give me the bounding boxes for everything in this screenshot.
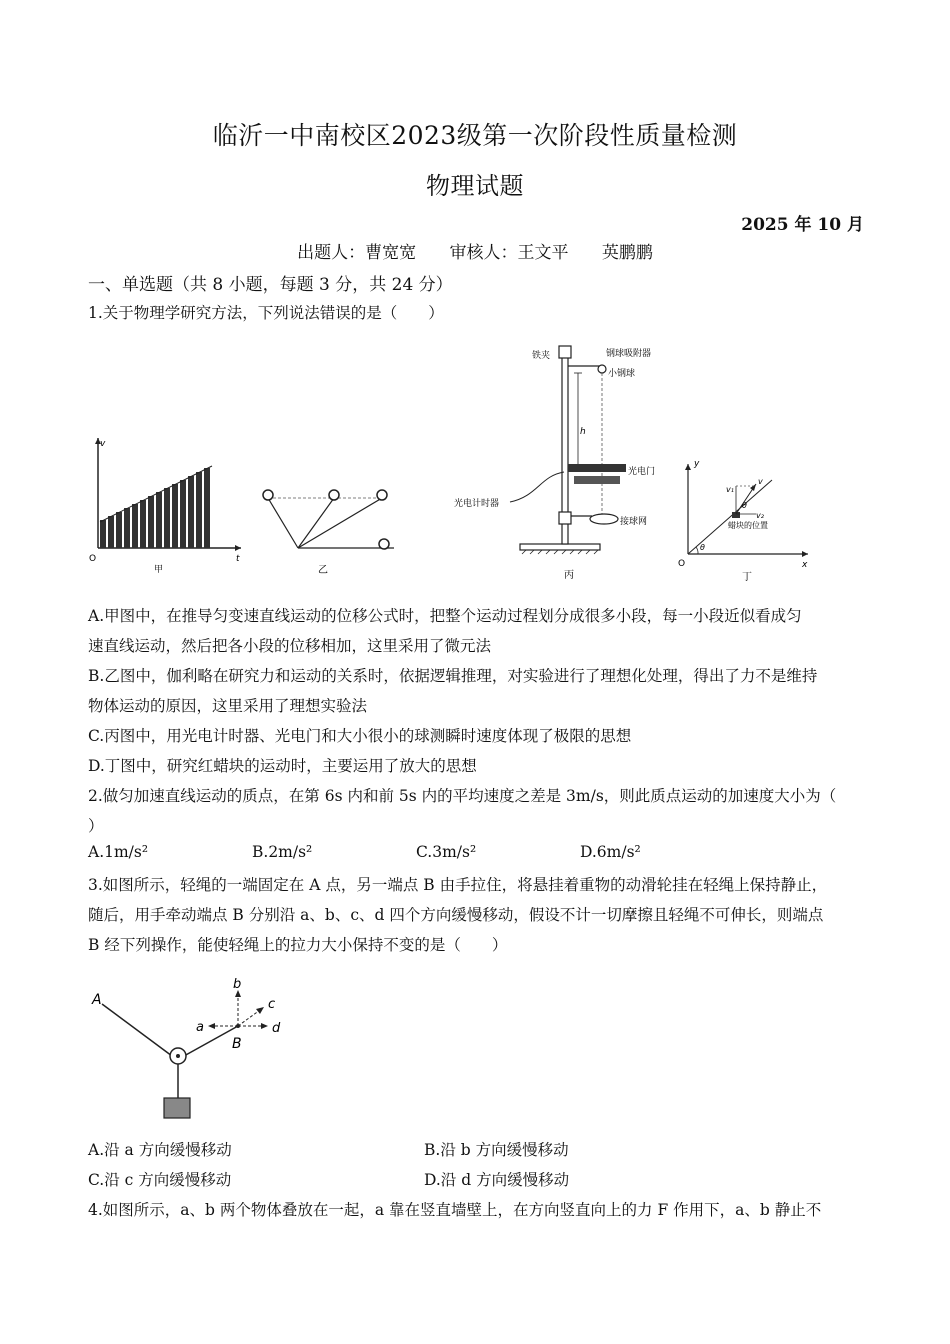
yi-ball-3 (377, 490, 387, 500)
bing-label-gate: 光电门 (628, 467, 656, 477)
jia-origin: O (89, 554, 97, 564)
jia-t-label: t (236, 554, 240, 564)
authors-line (0, 238, 950, 263)
bing-lower-clamp (559, 512, 571, 524)
q3-rope-right (184, 1026, 238, 1056)
q1-option-a-line-2: 速直线运动，然后把各小段的位移相加，这里采用了微元法 (88, 637, 492, 655)
exam-date: 2025 年 10 月 (741, 215, 864, 235)
bing-base (520, 544, 600, 550)
bing-photogate-1 (568, 464, 626, 472)
jia-v-label: v (100, 439, 106, 449)
yi-ball-4 (379, 539, 389, 549)
ding-label-v1: v₁ (726, 485, 734, 494)
reviewer: 审核人：王文平 (449, 243, 569, 263)
q3-weight (164, 1098, 190, 1118)
q1-option-d: D.丁图中，研究红蜡块的运动时，主要运用了放大的思想 (88, 757, 477, 775)
q2-option-c: C.3m/s² (416, 843, 477, 861)
author: 出题人：曹宽宽 (297, 243, 417, 263)
bing-net (590, 514, 618, 524)
q2-option-d: D.6m/s² (580, 843, 641, 861)
q3-stem-line-3: B 经下列操作，能使轻绳上的拉力大小保持不变的是（ ） (88, 936, 508, 954)
q1-option-b-line-1: B.乙图中，伽利略在研究力和运动的关系时，依据逻辑推理，对实验进行了理想化处理，得出了力不是维持 (88, 667, 818, 685)
ding-theta-block: θ (742, 501, 747, 510)
q1-option-b-line-2: 物体运动的原因，这里采用了理想实验法 (88, 697, 368, 715)
jia-caption: 甲 (154, 565, 164, 575)
bing-label-timer: 光电计时器 (454, 499, 500, 509)
q3-label-b: b (233, 977, 242, 992)
ding-origin: O (678, 559, 686, 569)
q3-dir-c (238, 1010, 260, 1026)
ding-y-label: y (694, 459, 700, 469)
bing-label-ball: 小钢球 (608, 369, 636, 379)
figure-q3-pulley (88, 976, 298, 1126)
q1-stem: 1.关于物理学研究方法，下列说法错误的是（ ） (88, 304, 444, 322)
q3-rope-left (102, 1004, 172, 1056)
q2-option-b: B.2m/s² (252, 843, 313, 861)
q3-label-c: c (268, 997, 276, 1012)
exam-title: 临沂一中南校区2023级第一次阶段性质量检测 (212, 121, 738, 150)
yi-slope-2 (298, 498, 382, 548)
yi-ball-2 (329, 490, 339, 500)
q4-stem-line-1: 4.如图所示，a、b 两个物体叠放在一起，a 靠在竖直墙壁上，在方向竖直向上的力 F 作用下，a、b 静止不 (88, 1201, 822, 1219)
yi-left-slope (268, 498, 298, 548)
ding-x-label: x (802, 560, 808, 570)
bing-label-net: 接球网 (620, 517, 648, 527)
ding-label-pos: 蜡块的位置 (728, 521, 768, 530)
yi-ball-1 (263, 490, 273, 500)
exam-subtitle: 物理试题 (426, 172, 524, 200)
ding-label-v2: v₂ (756, 511, 764, 520)
ding-caption: 丁 (742, 572, 752, 583)
q3-stem-line-1: 3.如图所示，轻绳的一端固定在 A 点，另一端点 B 由手拉住，将悬挂着重物的动滑轮挂在轻绳上保持静止， (88, 876, 828, 894)
q2-stem-line-1: 2.做匀加速直线运动的质点，在第 6s 内和前 5s 内的平均速度之差是 3m/s，则此质点运动的加速度大小为（ (88, 787, 837, 805)
yi-slope-1 (298, 498, 334, 548)
bing-label-h: h (580, 427, 586, 437)
q3-label-a-point: A (92, 992, 102, 1008)
q3-label-a: a (196, 1020, 204, 1035)
figure-yi (254, 478, 404, 578)
bing-label-clamp: 铁夹 (532, 351, 551, 361)
q1-option-c: C.丙图中，用光电计时器、光电门和大小很小的球测瞬时速度体现了极限的思想 (88, 727, 632, 745)
ding-theta-origin: θ (700, 543, 705, 552)
yi-caption: 乙 (318, 565, 328, 576)
q3-label-d: d (272, 1021, 281, 1036)
q2-stem-line-2: ） (88, 817, 104, 835)
q2-option-a: A.1m/s² (88, 843, 149, 861)
bing-label-holder: 钢球吸附器 (606, 349, 652, 359)
bing-photogate-2 (574, 476, 620, 484)
q3-option-a: A.沿 a 方向缓慢移动 (88, 1141, 232, 1159)
q3-option-b: B.沿 b 方向缓慢移动 (424, 1141, 569, 1159)
q3-stem-line-2: 随后，用手牵动端点 B 分别沿 a、b、c、d 四个方向缓慢移动，假设不计一切摩擦且轻绳不可伸长，则端点 (88, 906, 824, 924)
jia-bars (100, 468, 210, 548)
ding-label-v: v (758, 477, 763, 486)
q1-option-a-line-1: A.甲图中，在推导匀变速直线运动的位移公式时，把整个运动过程划分成很多小段，每一小段近似看成匀 (88, 607, 802, 625)
q3-option-c: C.沿 c 方向缓慢移动 (88, 1171, 232, 1189)
bing-ball (598, 365, 606, 373)
bing-cable (510, 472, 564, 502)
bing-caption: 丙 (564, 570, 574, 581)
figure-jia (86, 430, 246, 580)
section-heading: 一、单选题（共 8 小题，每题 3 分，共 24 分） (88, 275, 453, 295)
reviewer-2: 英鹏鹏 (601, 243, 653, 263)
figure-ding (674, 456, 814, 586)
figure-bing (440, 336, 670, 586)
bing-clamp (559, 346, 571, 358)
jia-t-arrow (235, 545, 241, 551)
q3-option-d: D.沿 d 方向缓慢移动 (424, 1171, 570, 1189)
q3-label-b-point: B (232, 1036, 242, 1052)
